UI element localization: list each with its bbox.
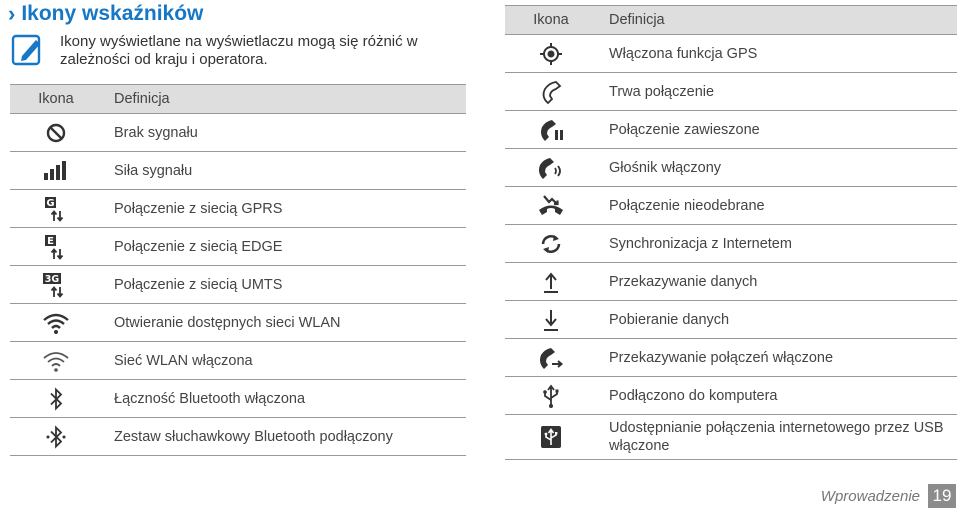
table-row <box>505 339 957 377</box>
definition-text: Przekazywanie danych <box>597 263 957 301</box>
definition-text: Trwa połączenie <box>597 73 957 111</box>
no-signal-icon <box>41 120 71 146</box>
wlan-on-icon <box>41 348 71 374</box>
svg-text:E: E <box>47 235 54 247</box>
table-row <box>10 380 466 418</box>
definition-text: Zestaw słuchawkowy Bluetooth podłączony <box>102 418 466 456</box>
wlan-open-icon <box>41 310 71 336</box>
page-title: Ikony wskaźników <box>21 2 204 25</box>
edge-icon <box>41 234 71 260</box>
table-row <box>505 149 957 187</box>
signal-strength-icon <box>41 158 71 184</box>
table-row <box>10 152 466 190</box>
table-row <box>505 377 957 415</box>
definition-text: Brak sygnału <box>102 114 466 152</box>
table-row <box>505 111 957 149</box>
definition-text: Sieć WLAN włączona <box>102 342 466 380</box>
definition-text: Połączenie zawieszone <box>597 111 957 149</box>
page-footer <box>821 484 956 508</box>
definition-text: Siła sygnału <box>102 152 466 190</box>
definition-text: Połączenie nieodebrane <box>597 187 957 225</box>
note-pencil-icon <box>10 33 44 67</box>
download-icon <box>536 307 566 333</box>
header-definition: Definicja <box>597 6 957 35</box>
note-box <box>10 33 450 69</box>
table-row <box>505 187 957 225</box>
definition-text: Otwieranie dostępnych sieci WLAN <box>102 304 466 342</box>
definition-text: Synchronizacja z Internetem <box>597 225 957 263</box>
page-number: 19 <box>928 484 956 508</box>
definition-text: Połączenie z siecią GPRS <box>102 190 466 228</box>
sync-icon <box>536 231 566 257</box>
table-row <box>505 301 957 339</box>
table-row <box>505 225 957 263</box>
definition-text: Pobieranie danych <box>597 301 957 339</box>
svg-text:3G: 3G <box>44 273 60 285</box>
gps-icon <box>536 41 566 67</box>
section-heading <box>8 2 203 26</box>
left-icon-table <box>10 84 466 456</box>
umts-icon <box>41 272 71 298</box>
table-row <box>10 342 466 380</box>
chevron-right-icon: › <box>8 1 16 26</box>
bluetooth-icon <box>41 386 71 412</box>
definition-text: Udostępnianie połączenia internetowego przez USB włączone <box>597 415 957 460</box>
table-row <box>505 415 957 460</box>
call-icon <box>536 79 566 105</box>
definition-text: Przekazywanie połączeń włączone <box>597 339 957 377</box>
table-row <box>10 418 466 456</box>
speaker-icon <box>536 155 566 181</box>
section-name: Wprowadzenie <box>820 487 920 505</box>
definition-text: Głośnik włączony <box>597 149 957 187</box>
svg-text:G: G <box>46 197 55 209</box>
usb-tethering-icon <box>536 424 566 450</box>
table-row <box>10 228 466 266</box>
table-row <box>505 263 957 301</box>
table-row <box>10 114 466 152</box>
table-row <box>505 73 957 111</box>
table-header-row <box>10 85 466 114</box>
table-row <box>10 190 466 228</box>
definition-text: Połączenie z siecią UMTS <box>102 266 466 304</box>
definition-text: Połączenie z siecią EDGE <box>102 228 466 266</box>
table-row <box>10 266 466 304</box>
gprs-icon <box>41 196 71 222</box>
bluetooth-headset-icon <box>41 424 71 450</box>
definition-text: Łączność Bluetooth włączona <box>102 380 466 418</box>
table-header-row <box>505 6 957 35</box>
note-text: Ikony wyświetlane na wyświetlaczu mogą się różnić w zależności od kraju i operatora. <box>60 33 418 68</box>
table-row <box>505 35 957 73</box>
header-icon: Ikona <box>505 6 597 35</box>
header-icon: Ikona <box>10 85 102 114</box>
usb-icon <box>536 383 566 409</box>
call-hold-icon <box>536 117 566 143</box>
table-row <box>10 304 466 342</box>
upload-icon <box>536 269 566 295</box>
header-definition: Definicja <box>102 85 466 114</box>
missed-call-icon <box>536 193 566 219</box>
call-forward-icon <box>536 345 566 371</box>
definition-text: Podłączono do komputera <box>597 377 957 415</box>
definition-text: Włączona funkcja GPS <box>597 35 957 73</box>
right-icon-table <box>505 5 957 460</box>
